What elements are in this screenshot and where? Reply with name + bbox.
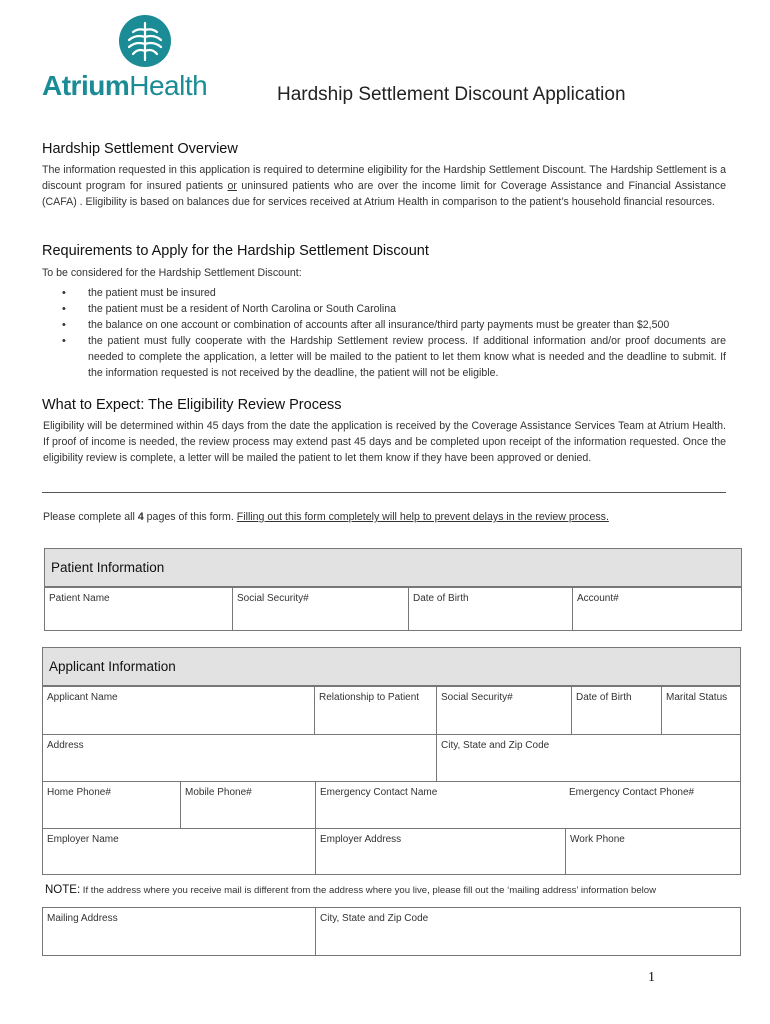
overview-text-1: The information requested in this application is required to determine eligibility for the Hardship Settlement Discount. The Hardship Settlement is a discount program for insured patients — [42, 164, 726, 192]
notice-prefix: Please complete all — [43, 511, 138, 523]
applicant-information-section — [42, 647, 741, 875]
document-title: Hardship Settlement Discount Application — [277, 84, 626, 105]
requirements-heading: Requirements to Apply for the Hardship Settlement Discount — [42, 243, 429, 259]
completion-notice — [43, 511, 609, 523]
applicant-dob-field[interactable]: Date of Birth — [571, 686, 661, 734]
patient-information-heading: Patient Information — [45, 549, 741, 587]
city-state-zip-field[interactable]: City, State and Zip Code — [436, 734, 740, 781]
emergency-contact-name-field[interactable]: Emergency Contact Name — [315, 781, 565, 828]
relationship-to-patient-field[interactable]: Relationship to Patient — [314, 686, 436, 734]
logo-wordmark — [42, 70, 207, 102]
list-item: • the patient must be insured — [42, 285, 726, 301]
notice-middle: pages of this form. — [143, 511, 237, 523]
emergency-contact-phone-field[interactable]: Emergency Contact Phone# — [565, 781, 740, 828]
page-number: 1 — [648, 970, 655, 985]
divider — [42, 492, 726, 493]
employer-name-field[interactable]: Employer Name — [43, 828, 315, 874]
mailing-address-note — [45, 884, 656, 896]
overview-text-2: uninsured patients who are over the income limit for Coverage Assistance and Financial Assistance (CAFA) . Eligibility is based on balances due for services received at Atrium Health in comparison to the patient’s household financial resources. — [42, 180, 726, 208]
employer-address-field[interactable]: Employer Address — [315, 828, 565, 874]
patient-name-field[interactable]: Patient Name — [45, 587, 232, 630]
list-item: • the patient must fully cooperate with the Hardship Settlement review process. If additional information and/or proof documents are needed to complete the application, a letter will be mailed to the patient to let them know what is needed and the deadline to submit. If the information requested is not received by the deadline, the patient will not be eligible. — [42, 333, 726, 381]
overview-paragraph — [42, 162, 726, 210]
list-item: • the patient must be a resident of North Carolina or South Carolina — [42, 301, 726, 317]
applicant-information-heading: Applicant Information — [43, 648, 740, 686]
atrium-health-logo-icon — [118, 14, 172, 68]
logo-word-health: Health — [129, 70, 208, 101]
logo-word-atrium: Atrium — [42, 70, 130, 101]
requirements-intro: To be considered for the Hardship Settlement Discount: — [42, 267, 302, 279]
notice-underlined: Filling out this form completely will help to prevent delays in the review process. — [236, 511, 609, 523]
mailing-city-state-zip-field[interactable]: City, State and Zip Code — [315, 908, 740, 955]
address-field[interactable]: Address — [43, 734, 436, 781]
review-heading: What to Expect: The Eligibility Review Process — [42, 397, 342, 413]
mailing-address-section — [42, 907, 741, 956]
patient-ssn-field[interactable]: Social Security# — [232, 587, 408, 630]
applicant-ssn-field[interactable]: Social Security# — [436, 686, 571, 734]
applicant-name-field[interactable]: Applicant Name — [43, 686, 314, 734]
mailing-address-field[interactable]: Mailing Address — [47, 913, 118, 924]
mobile-phone-field[interactable]: Mobile Phone# — [180, 781, 315, 828]
home-phone-field[interactable]: Home Phone# — [43, 781, 180, 828]
overview-heading: Hardship Settlement Overview — [42, 141, 238, 157]
patient-information-section — [44, 548, 742, 631]
review-paragraph: Eligibility will be determined within 45 days from the date the application is received by the Coverage Assistance Services Team at Atrium Health. If proof of income is needed, the review process may extend past 45 days and be completed upon receipt of the information requested. Once the eligibility review is complete, a letter will be mailed the patient to let them know if they have been approved or denied. — [43, 420, 726, 464]
note-label: NOTE: — [45, 884, 81, 896]
note-text: If the address where you receive mail is different from the address where you live, please fill out the ‘mailing address’ information below — [80, 885, 657, 896]
patient-dob-field[interactable]: Date of Birth — [408, 587, 572, 630]
work-phone-field[interactable]: Work Phone — [565, 828, 740, 874]
overview-or: or — [227, 180, 237, 192]
marital-status-field[interactable]: Marital Status — [661, 686, 740, 734]
requirements-list — [42, 285, 726, 381]
patient-account-field[interactable]: Account# — [572, 587, 741, 630]
list-item: • the balance on one account or combination of accounts after all insurance/third party payments must be greater than $2,500 — [42, 317, 726, 333]
notice-pages-count: 4 — [137, 511, 144, 523]
